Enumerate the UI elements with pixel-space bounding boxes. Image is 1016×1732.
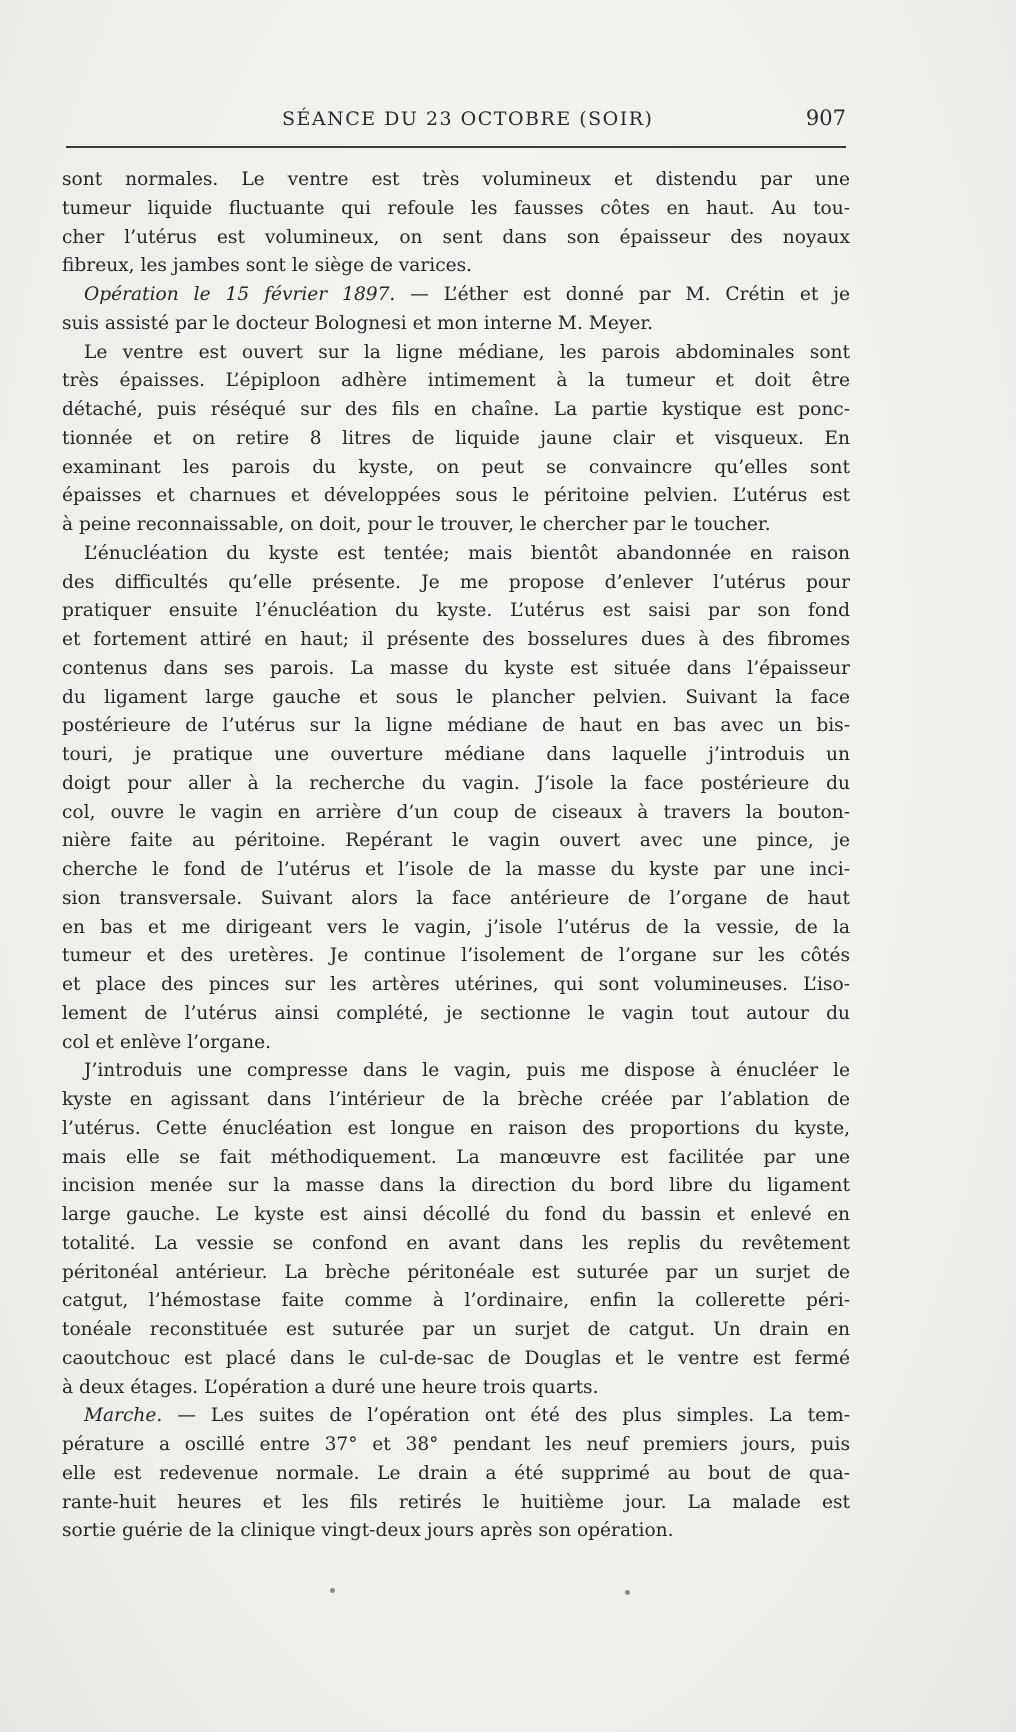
paragraph [62, 339, 850, 540]
print-speck [625, 1590, 630, 1595]
italic-lead: Opération le 15 février 1897. [84, 284, 396, 305]
paragraph [62, 1402, 850, 1546]
print-specks [330, 1586, 830, 1600]
text-span: — Les suites de l’opération ont été des plus simples. La tem- [162, 1405, 850, 1427]
text-line: caoutchouc est placé dans le cul-de-sac de Douglas et le ventre est fermé [62, 1347, 850, 1369]
text-line: tumeur et des uretères. Je continue l’isolement de l’organe sur les côtés [62, 945, 850, 967]
paragraph [62, 281, 850, 339]
text-span: — L’éther est donné par M. Crétin et je [395, 284, 850, 305]
text-line: des difficultés qu’elle présente. Je me propose d’enlever l’utérus pour [62, 571, 850, 593]
text-line: doigt pour aller à la recherche du vagin. J’isole la face postérieure du [62, 772, 850, 794]
text-line: tumeur liquide fluctuante qui refoule les fausses côtes en haut. Au tou- [62, 197, 850, 219]
text-line: à deux étages. L’opération a duré une heure trois quarts. [62, 1376, 599, 1398]
text-line: col, ouvre le vagin en arrière d’un coup de ciseaux à travers la bouton- [62, 801, 850, 823]
print-speck [330, 1588, 335, 1593]
text-line: péritonéal antérieur. La brèche péritonéale est suturée par un surjet de [62, 1261, 850, 1283]
text-line: et place des pinces sur les artères utérines, qui sont volumineuses. L’iso- [62, 974, 850, 995]
italic-lead: Marche. [84, 1405, 163, 1427]
text-line: totalité. La vessie se confond en avant dans les replis du revêtement [62, 1232, 850, 1254]
text-line: pratiquer ensuite l’énucléation du kyste. L’utérus est saisi par son fond [62, 600, 850, 622]
text-line: nière faite au péritoine. Repérant le vagin ouvert avec une pince, je [62, 830, 850, 852]
text-line: sion transversale. Suivant alors la face antérieure de l’organe de haut [62, 887, 850, 909]
text-line: J’introduis une compresse dans le vagin, puis me dispose à énucléer le [84, 1060, 850, 1082]
text-line: fibreux, les jambes sont le siège de varices. [62, 255, 473, 277]
text-line: rante-huit heures et les fils retirés le huitième jour. La malade est [62, 1491, 850, 1513]
text-line: très épaisses. L’épiploon adhère intimement à la tumeur et doit être [62, 370, 850, 392]
text-line: cher l’utérus est volumineux, on sent dans son épaisseur des noyaux [62, 226, 850, 248]
text-line: large gauche. Le kyste est ainsi décollé du fond du bassin et enlevé en [62, 1204, 850, 1225]
paragraph [62, 1057, 850, 1402]
text-line: l’utérus. Cette énucléation est longue en raison des proportions du kyste, [62, 1117, 850, 1139]
text-line [62, 1402, 850, 1431]
text-line: mais elle se fait méthodiquement. La manœuvre est facilitée par une [62, 1146, 850, 1168]
body-text [62, 166, 850, 1546]
text-line: catgut, l’hémostase faite comme à l’ordinaire, enfin la collerette péri- [62, 1290, 850, 1312]
header-rule [66, 146, 846, 148]
text-line: examinant les parois du kyste, on peut se convaincre qu’elles sont [62, 456, 850, 478]
text-line: L’énucléation du kyste est tentée; mais bientôt abandonnée en raison [84, 542, 850, 564]
text-line: touri, je pratique une ouverture médiane dans laquelle j’introduis un [62, 744, 850, 765]
text-line: pérature a oscillé entre 37° et 38° pendant les neuf premiers jours, puis [62, 1434, 850, 1455]
page-number: 907 [805, 106, 846, 130]
text-line: épaisses et charnues et développées sous le péritoine pelvien. L’utérus est [62, 485, 850, 507]
text-line: sortie guérie de la clinique vingt-deux jours après son opération. [62, 1520, 674, 1542]
text-line: Le ventre est ouvert sur la ligne médiane, les parois abdominales sont [84, 341, 850, 363]
text-line: suis assisté par le docteur Bolognesi et mon interne M. Meyer. [62, 312, 654, 334]
text-line: tonéale reconstituée est suturée par un surjet de catgut. Un drain en [62, 1319, 850, 1340]
text-line: tionnée et on retire 8 litres de liquide jaune clair et visqueux. En [62, 427, 850, 449]
page-header [66, 106, 846, 140]
text-line: du ligament large gauche et sous le plancher pelvien. Suivant la face [62, 686, 850, 708]
running-head: SÉANCE DU 23 OCTOBRE (SOIR) [282, 108, 654, 130]
text-line: sont normales. Le ventre est très volumineux et distendu par une [62, 169, 850, 190]
text-line: à peine reconnaissable, on doit, pour le trouver, le chercher par le toucher. [62, 514, 771, 535]
text-line [62, 281, 850, 310]
text-line: postérieure de l’utérus sur la ligne médiane de haut en bas avec un bis- [62, 715, 850, 737]
text-line: contenus dans ses parois. La masse du kyste est située dans l’épaisseur [62, 657, 850, 679]
text-line: en bas et me dirigeant vers le vagin, j’isole l’utérus de la vessie, de la [62, 916, 850, 938]
text-line: incision menée sur la masse dans la direction du bord libre du ligament [62, 1175, 850, 1197]
paragraph [62, 540, 850, 1058]
text-line: et fortement attiré en haut; il présente des bosselures dues à des fibromes [62, 629, 850, 650]
text-line: col et enlève l’organe. [62, 1031, 272, 1053]
text-line: elle est redevenue normale. Le drain a été supprimé au bout de qua- [62, 1462, 850, 1484]
text-line: kyste en agissant dans l’intérieur de la brèche créée par l’ablation de [62, 1089, 850, 1110]
paragraph [62, 166, 850, 281]
text-line: lement de l’utérus ainsi complété, je sectionne le vagin tout autour du [62, 1002, 850, 1024]
text-line: cherche le fond de l’utérus et l’isole de la masse du kyste par une inci- [62, 859, 850, 880]
text-line: détaché, puis réséqué sur des fils en chaîne. La partie kystique est ponc- [62, 399, 850, 420]
